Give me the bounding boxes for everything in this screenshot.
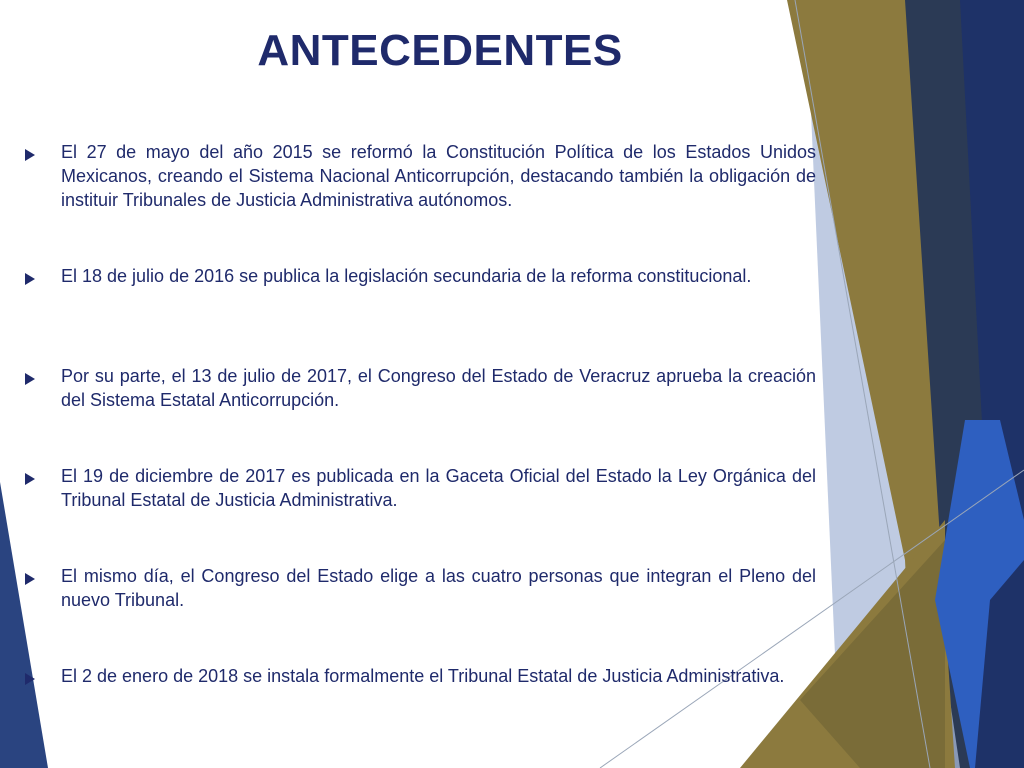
list-item bbox=[22, 464, 816, 512]
list-item bbox=[22, 664, 816, 688]
list-item bbox=[22, 364, 816, 412]
bullet-text: Por su parte, el 13 de julio de 2017, el Congreso del Estado de Veracruz aprueba la creación del Sistema Estatal Anticorrupción. bbox=[61, 366, 816, 410]
bullet-text: El mismo día, el Congreso del Estado elige a las cuatro personas que integran el Pleno del nuevo Tribunal. bbox=[61, 566, 816, 610]
triangle-bullet-icon bbox=[25, 673, 35, 685]
left-navy-wedge bbox=[0, 482, 48, 768]
list-item bbox=[22, 140, 816, 212]
page-title: ANTECEDENTES bbox=[257, 26, 623, 75]
bullet-text: El 27 de mayo del año 2015 se reformó la Constitución Política de los Estados Unidos Mexicanos, creando el Sistema Nacional Anticorrupción, destacando también la obligación de instituir Tribunales de Justicia Administrativa autónomos. bbox=[61, 142, 816, 210]
list-item bbox=[22, 264, 816, 288]
triangle-bullet-icon bbox=[25, 473, 35, 485]
bullet-text: El 19 de diciembre de 2017 es publicada en la Gaceta Oficial del Estado la Ley Orgánica del Tribunal Estatal de Justicia Administrativa. bbox=[61, 466, 816, 510]
list-item bbox=[22, 564, 816, 612]
bullet-text: El 2 de enero de 2018 se instala formalmente el Tribunal Estatal de Justicia Administrativa. bbox=[61, 666, 785, 686]
triangle-bullet-icon bbox=[25, 573, 35, 585]
triangle-bullet-icon bbox=[25, 273, 35, 285]
bullet-text: El 18 de julio de 2016 se publica la legislación secundaria de la reforma constitucional. bbox=[61, 266, 752, 286]
triangle-bullet-icon bbox=[25, 149, 35, 161]
triangle-bullet-icon bbox=[25, 373, 35, 385]
